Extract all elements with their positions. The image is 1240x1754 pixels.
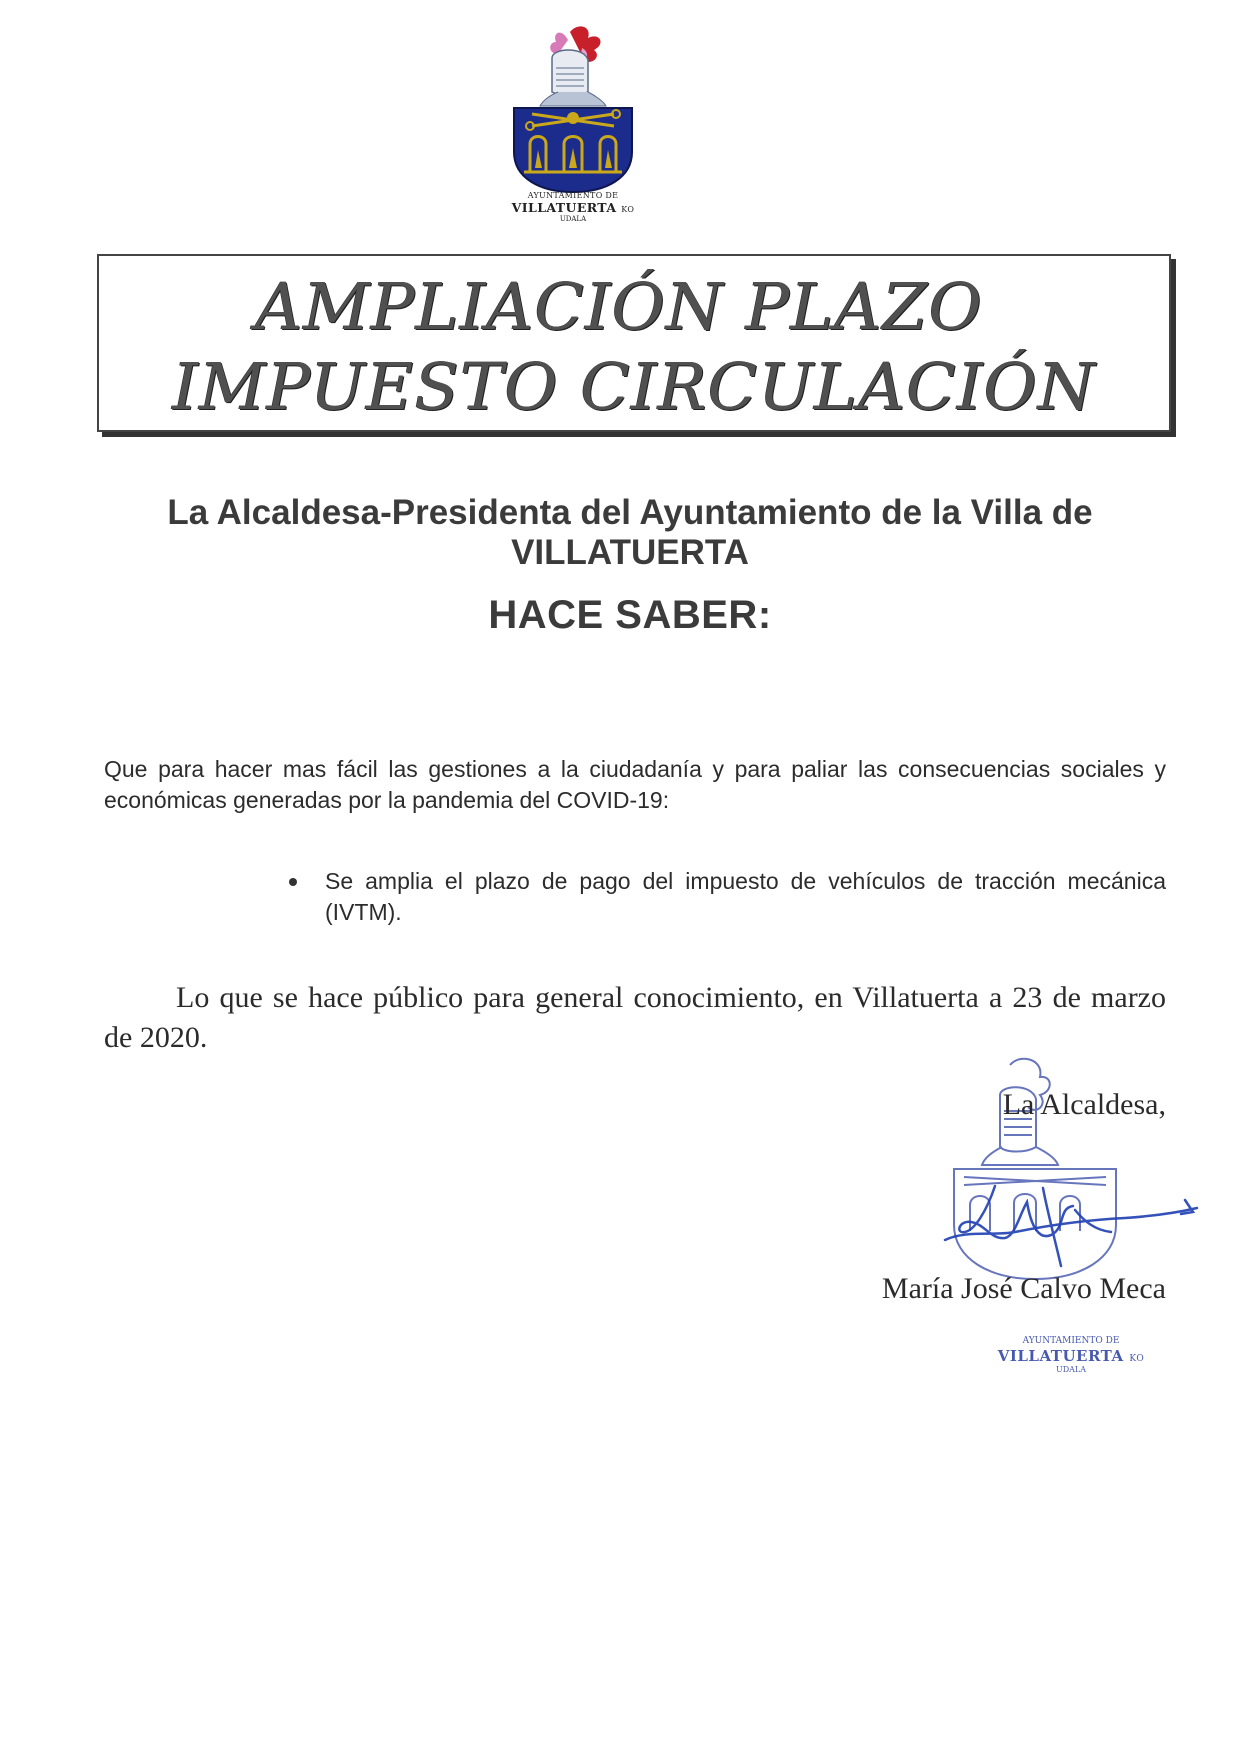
intro-paragraph: Que para hacer mas fácil las gestiones a la ciudadanía y para paliar las consecuencias sociales y económicas generadas por la pandemia del COVID-19: <box>104 756 1166 813</box>
stamp-line-2 <box>978 1349 1164 1364</box>
title-line-1: AMPLIACIÓN PLAZO <box>255 270 983 345</box>
title-line-2: IMPUESTO CIRCULACIÓN <box>172 350 1096 425</box>
stamp-line-1: AYUNTAMIENTO DE <box>1022 1336 1120 1346</box>
stamp-suffix: KO <box>1129 1354 1145 1364</box>
stamp-town: VILLATUERTA <box>997 1347 1124 1365</box>
bullet-icon <box>289 878 297 886</box>
bullet-item: Se amplia el plazo de pago del impuesto de vehículos de tracción mecánica (IVTM). <box>325 868 1166 925</box>
letterhead-suffix: KO <box>621 205 635 214</box>
municipal-crest-logo <box>508 22 638 194</box>
letterhead-town: VILLATUERTA <box>511 200 617 215</box>
title-box <box>97 254 1171 432</box>
letterhead-line-2 <box>480 202 666 215</box>
signature-role: La Alcaldesa, <box>1002 1088 1166 1121</box>
stamp-line-3: UDALA <box>1055 1365 1087 1374</box>
signatory-name: María José Calvo Meca <box>881 1272 1166 1305</box>
heading-town: VILLATUERTA <box>511 533 749 572</box>
letterhead-line-1: AYUNTAMIENTO DE <box>527 191 619 200</box>
letterhead-text <box>480 192 666 223</box>
heading-issuer: La Alcaldesa-Presidenta del Ayuntamiento de la Villa de <box>167 493 1093 532</box>
heading-announcement: HACE SABER: <box>488 593 772 637</box>
stamp-text <box>978 1337 1164 1374</box>
closing-paragraph: Lo que se hace público para general conocimiento, en Villatuerta a 23 de marzo de 2020. <box>104 981 1166 1054</box>
letterhead-line-3: UDALA <box>559 214 587 223</box>
